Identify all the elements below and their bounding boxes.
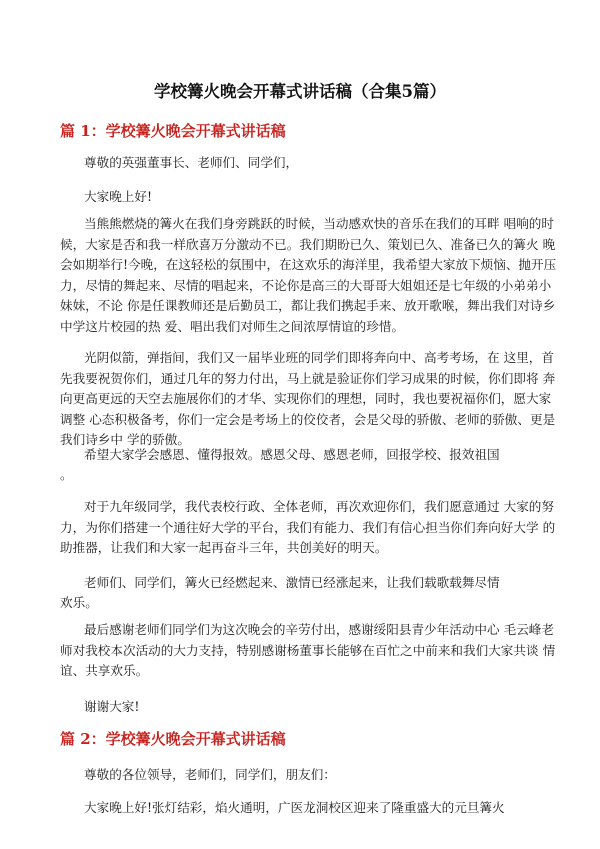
- s1-paragraph-5: 老师们、同学们，篝火已经燃起来、激情已经涨起来，让我们载歌载舞尽情: [84, 575, 500, 590]
- s1-thanks: 谢谢大家!: [84, 699, 140, 714]
- s1-paragraph-2: 光阴似箭，弹指间，我们又一届毕业班的同学们即将奔向中、高考考场，在 这里，首先我要祝贺你们，通过几年的努力付出，马上就是验证你们学习成果的时候，你们即将 奔向更高更远的天空去施展你们的才华、实现你们的理想，同时，我也要祝福你们，愿大家调整 心态积极备考，你们一定会是考场上的佼佼者，会是父母的骄傲、老师的骄傲、更是我们诗乡中 学的骄傲。: [60, 350, 556, 447]
- s1-paragraph-5-end: 欢乐。: [60, 595, 98, 610]
- section-2-heading: 篇 2：学校篝火晚会开幕式讲话稿: [60, 730, 286, 748]
- s2-paragraph-1: 大家晚上好!张灯结彩，焰火通明，广医龙洞校区迎来了隆重盛大的元旦篝火: [84, 800, 505, 815]
- s1-paragraph-4: 对于九年级同学，我代表校行政、全体老师，再次欢迎你们，我们愿意通过 大家的努力，为你们搭建一个通往好大学的平台，我们有能力、我们有信心担当你们奔向好大学 的助推器，让我们和大家一起再奋斗三年，共创美好的明天。: [60, 499, 556, 555]
- s2-greeting: 尊敬的各位领导，老师们，同学们，朋友们：: [84, 767, 336, 782]
- s1-paragraph-3-end: 。: [60, 467, 73, 482]
- page-title: 学校篝火晚会开幕式讲话稿（合集5篇）: [154, 82, 446, 101]
- s1-paragraph-6: 最后感谢老师们同学们为这次晚会的辛劳付出，感谢绥阳县青少年活动中心 毛云峰老师对我校本次活动的大力支持，特别感谢杨董事长能够在百忙之中前来和我们大家共谈 情谊、共享欢乐。: [60, 622, 556, 678]
- s1-hello: 大家晚上好!: [84, 189, 153, 204]
- s1-paragraph-1: 当熊熊燃烧的篝火在我们身旁跳跃的时候，当动感欢快的音乐在我们的耳畔 唱响的时候，大家是否和我一样欣喜万分激动不已。我们期盼已久、策划已久、准备已久的篝火 晚会如期举行!今晚，在这轻松的氛围中，在这欢乐的海洋里，我希望大家放下烦恼、抛开压力，尽情的舞起来、尽情的唱起来，不论你是高三的大哥哥大姐姐还是七年级的小弟弟小妹妹，不论 你是任课教师还是后勤员工，都让我们携起手来、放开歌喉，舞出我们对诗乡中学这片校园的热 爱、唱出我们对师生之间浓厚情谊的珍惜。: [60, 216, 557, 334]
- s1-paragraph-3: 希望大家学会感恩、懂得报效。感恩父母、感恩老师，回报学校、报效祖国: [84, 447, 500, 462]
- s1-greeting: 尊敬的英强董事长、老师们、同学们，: [84, 155, 299, 170]
- section-1-heading: 篇 1：学校篝火晚会开幕式讲话稿: [60, 122, 286, 140]
